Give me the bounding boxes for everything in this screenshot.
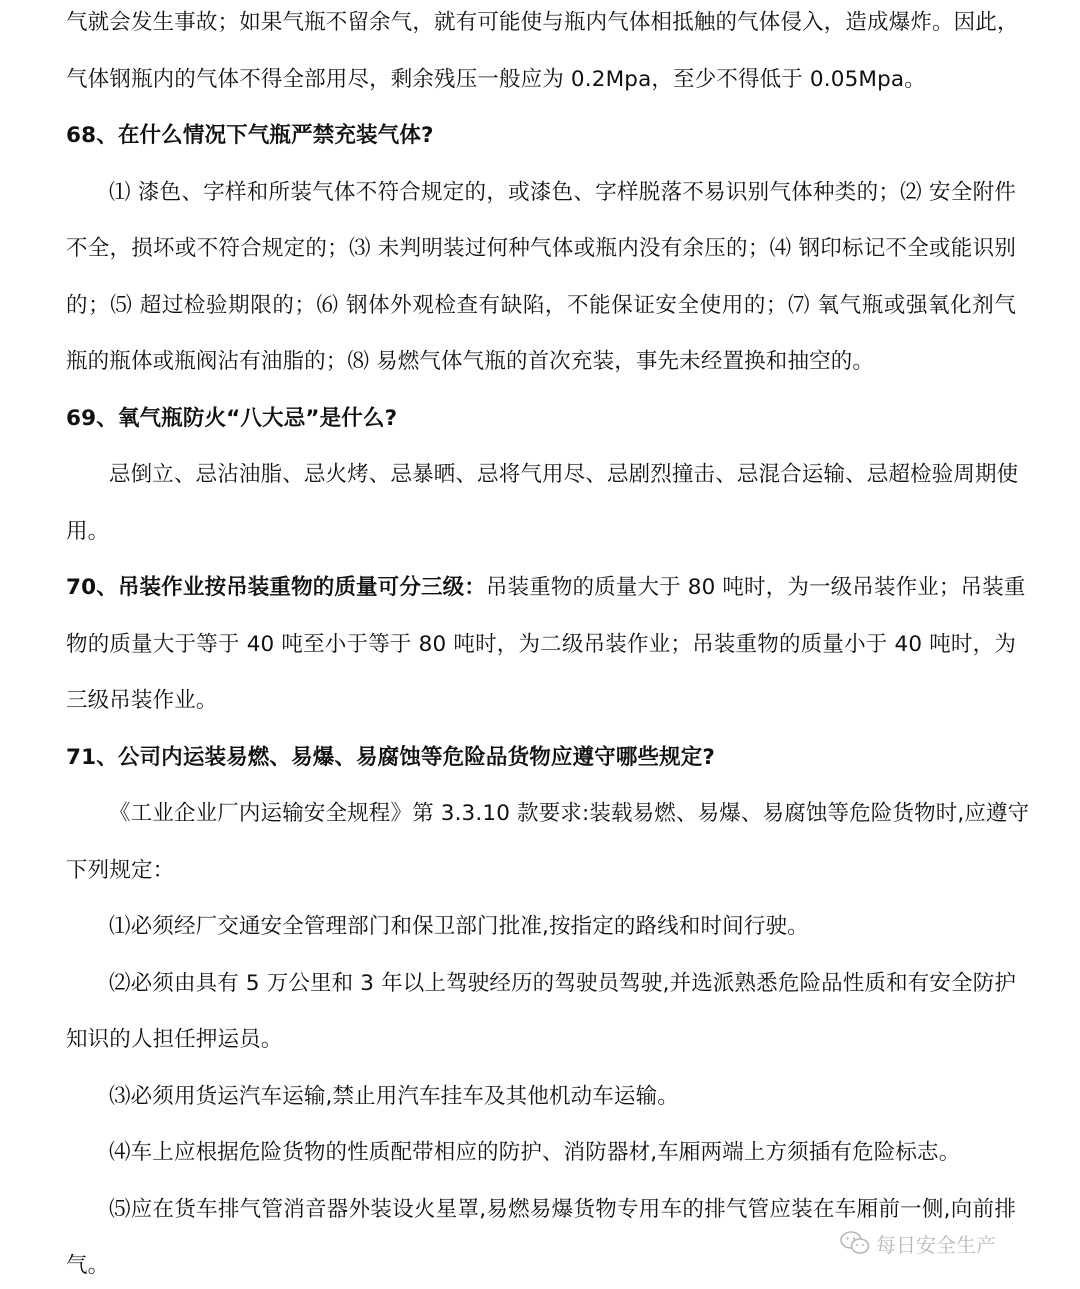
paragraph-line: 瓶的瓶体或瓶阀沾有油脂的；⑻ 易燃气体气瓶的首次充装，事先未经置换和抽空的。 xyxy=(66,349,875,374)
list-item: ⑸应在货车排气管消音器外装设火星罩,易燃易爆货物专用车的排气管应装在车厢前一侧,向前排 xyxy=(109,1197,1016,1222)
question-heading-69: 69、氧气瓶防火“八大忌”是什么? xyxy=(66,406,398,431)
paragraph-line: 气体钢瓶内的气体不得全部用尽，剩余残压一般应为 0.2Mpa，至少不得低于 0.05Mpa。 xyxy=(66,67,926,92)
list-item: ⑶必须用货运汽车运输,禁止用汽车挂车及其他机动车运输。 xyxy=(109,1084,679,1109)
wechat-icon xyxy=(840,1230,870,1256)
paragraph-line: 下列规定： xyxy=(66,858,175,883)
paragraph-line: 不全，损坏或不符合规定的；⑶ 未判明装过何种气体或瓶内没有余压的；⑷ 钢印标记不全或能识别 xyxy=(66,236,1016,261)
paragraph-line: 《工业企业厂内运输安全规程》第 3.3.10 款要求:装载易燃、易爆、易腐蚀等危险货物时,应遵守 xyxy=(109,801,1030,826)
question-heading-68: 68、在什么情况下气瓶严禁充装气体? xyxy=(66,123,434,148)
list-item: ⑷车上应根据危险货物的性质配带相应的防护、消防器材,车厢两端上方须插有危险标志。 xyxy=(109,1140,961,1165)
paragraph-line: 知识的人担任押运员。 xyxy=(66,1027,283,1052)
question-heading-71: 71、公司内运装易燃、易爆、易腐蚀等危险品货物应遵守哪些规定? xyxy=(66,745,716,770)
paragraph-line-70 xyxy=(66,573,1026,603)
answer-text-70: 吊装重物的质量大于 80 吨时，为一级吊装作业；吊装重 xyxy=(485,575,1026,600)
list-item: ⑴必须经厂交通安全管理部门和保卫部门批准,按指定的路线和时间行驶。 xyxy=(109,914,809,939)
paragraph-line: 气就会发生事故；如果气瓶不留余气，就有可能使与瓶内气体相抵触的气体侵入，造成爆炸。因此， xyxy=(66,10,1019,35)
paragraph-line: 用。 xyxy=(66,519,110,544)
question-heading-70: 70、吊装作业按吊装重物的质量可分三级： xyxy=(66,575,486,600)
paragraph-line: 忌倒立、忌沾油脂、忌火烤、忌暴晒、忌将气用尽、忌剧烈撞击、忌混合运输、忌超检验周期使 xyxy=(109,462,1019,487)
paragraph-line: 物的质量大于等于 40 吨至小于等于 80 吨时，为二级吊装作业；吊装重物的质量小于 40 吨时，为 xyxy=(66,632,1016,657)
list-item: ⑵必须由具有 5 万公里和 3 年以上驾驶经历的驾驶员驾驶,并选派熟悉危险品性质和有安全防护 xyxy=(109,971,1016,996)
paragraph-line: 气。 xyxy=(66,1253,110,1278)
watermark xyxy=(840,1228,996,1258)
paragraph-line: 的；⑸ 超过检验期限的；⑹ 钢体外观检查有缺陷，不能保证安全使用的；⑺ 氧气瓶或强氧化剂气 xyxy=(66,293,1016,318)
paragraph-line: ⑴ 漆色、字样和所装气体不符合规定的，或漆色、字样脱落不易识别气体种类的；⑵ 安全附件 xyxy=(109,180,1016,205)
watermark-text: 每日安全生产 xyxy=(876,1232,996,1257)
paragraph-line: 三级吊装作业。 xyxy=(66,688,218,713)
